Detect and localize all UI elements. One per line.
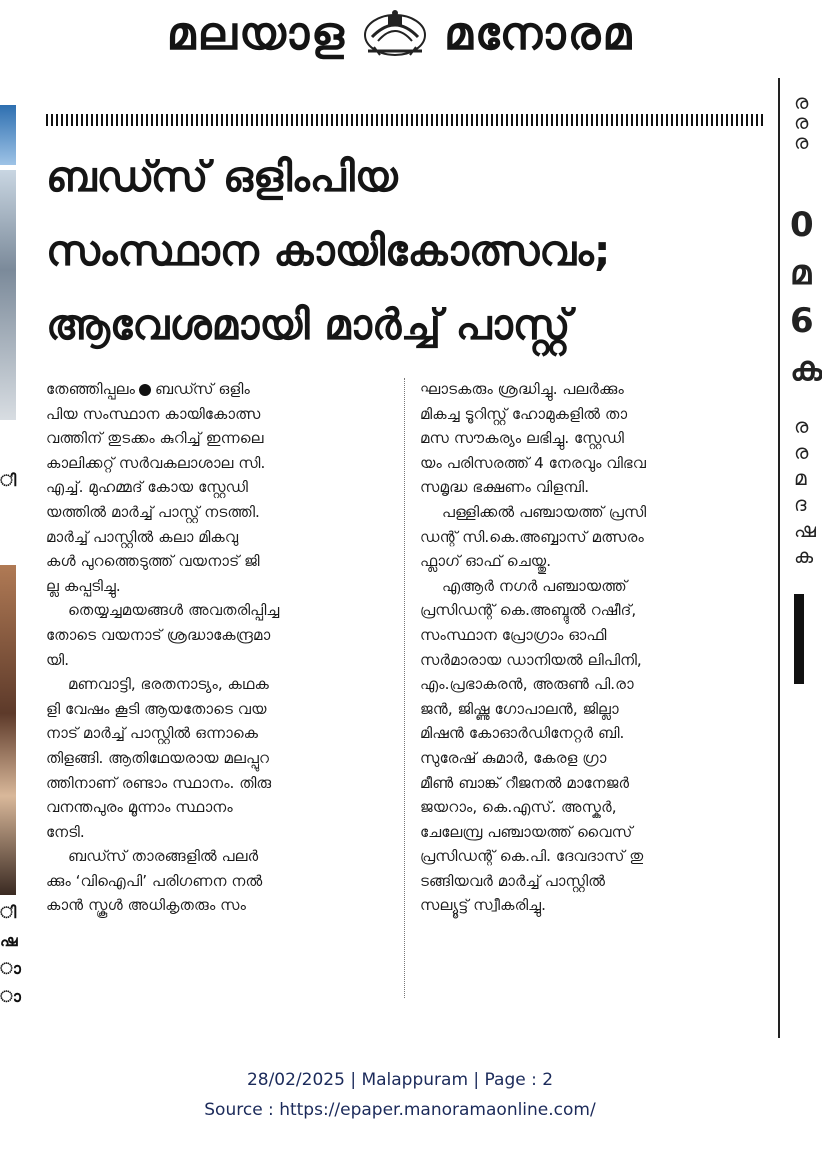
article-line: കാലിക്കറ്റ് സർവകലാശാല സി. <box>46 453 266 472</box>
neighbor-photo-bottom <box>0 565 16 895</box>
neighbor-headline-fragment: ക <box>790 349 822 389</box>
article-line: നാട് മാർച്ച് പാസ്റ്റിൽ ഒന്നാകെ <box>46 724 259 743</box>
article-line: ചേലേമ്പ്ര പഞ്ചായത്ത് വൈസ് <box>420 822 633 841</box>
article-column-left <box>46 377 376 918</box>
neighbor-text-fragment: ര <box>794 440 809 464</box>
article-paragraph <box>46 672 376 844</box>
article-line: പള്ളിക്കൽ പഞ്ചായത്ത് പ്രസി <box>442 502 647 521</box>
article-line: യി. <box>46 650 70 669</box>
article-line: പ്രസിഡന്റ് കെ.അബ്ദുൽ റഷീദ്, <box>420 601 637 620</box>
footer-source-link[interactable]: Source : https://epaper.manoramaonline.com/ <box>204 1100 596 1120</box>
article-line: മികച്ച ടൂറിസ്റ്റ് ഹോമുകളിൽ താ <box>420 404 628 423</box>
neighbor-headline-fragment: 6 <box>790 301 814 341</box>
article-line: സർമാരായ ഡാനിയൽ ലിപിനി, <box>420 650 642 669</box>
neighbor-headline-fragment: 0 <box>790 205 814 245</box>
crest-icon <box>360 7 430 59</box>
neighbor-photo-dark <box>794 594 804 684</box>
neighbor-text-fragment: മ <box>794 466 807 490</box>
article-line: മണവാട്ടി, ഭരതനാട്യം, കഥക <box>68 675 270 694</box>
article-line: ജൻ, ജിഷ്ണു ഗോപാലൻ, ജില്ലാ <box>420 699 619 718</box>
article-line: ഫ്ലാഗ് ഓഫ് ചെയ്തു. <box>420 552 552 571</box>
neighbor-text-fragment: ഷ <box>794 518 816 542</box>
neighbor-text-fragment: ര <box>794 130 809 154</box>
neighbor-text-fragment: ര <box>794 414 809 438</box>
article-paragraph <box>420 574 750 918</box>
article-line: തിളങ്ങി. ആതിഥേയരായ മലപ്പുറ <box>46 748 270 767</box>
article-line: എആർ നഗർ പഞ്ചായത്ത് <box>442 576 627 595</box>
article-column-right <box>420 377 750 918</box>
article-line: വനന്തപുരം മൂന്നാം സ്ഥാനം <box>46 798 233 817</box>
article-line: ക്കും ‘വിഐപി’ പരിഗണന നൽ <box>46 871 263 890</box>
article-line: സല്യൂട്ട് സ്വീകരിച്ചു. <box>420 896 546 915</box>
neighbor-headline-fragment: മ <box>790 253 812 293</box>
neighbor-text-fragment: ഷ <box>0 931 18 950</box>
article-line: ജയറാം, കെ.എസ്. അസ്കർ, <box>420 798 617 817</box>
article-line: യം പരിസരത്ത് 4 നേരവും വിഭവ <box>420 453 647 472</box>
article-paragraph <box>46 377 376 598</box>
article-line: കാൻ സ്കൂൾ അധികൃതരും സം <box>46 896 246 915</box>
neighbor-text-fragment: ക <box>794 544 814 568</box>
neighbor-text-fragment: ാ <box>0 987 21 1006</box>
article-line: ളി വേഷം കൂടി ആയതോടെ വയ <box>46 699 267 718</box>
article-line: മാർച്ച് പാസ്റ്റിൽ കലാ മികവു <box>46 527 239 546</box>
article-line: ല്ല കപ്പടിച്ചു. <box>46 576 121 595</box>
article-line: നേടി. <box>46 822 85 841</box>
article-headline <box>46 140 766 362</box>
headline-line: ബഡ്സ് ഒളിംപിയ <box>46 152 398 201</box>
neighbor-text-fragment: ി <box>0 903 17 922</box>
article-line: ഡന്റ് സി.കെ.അബ്ബാസ് മത്സരം <box>420 527 644 546</box>
headline-line: ആവേശമായി മാർച്ച് പാസ്റ്റ് <box>46 300 571 349</box>
column-divider <box>404 378 405 998</box>
article-line: മിഷൻ കോഓർഡിനേറ്റർ ബി. <box>420 724 625 743</box>
article-paragraph <box>46 844 376 918</box>
article-line: മസ സൗകര്യം ലഭിച്ചു. സ്റ്റേഡി <box>420 429 624 448</box>
article-line: എം.പ്രഭാകരൻ, അരുൺ പി.രാ <box>420 675 634 694</box>
article-paragraph <box>420 377 750 500</box>
article-line: ഘാടകരും ശ്രദ്ധിച്ചു. പലർക്കും <box>420 380 624 398</box>
article-line: സമൃദ്ധ ഭക്ഷണം വിളമ്പി. <box>420 478 590 497</box>
right-neighbor-strip <box>778 78 822 1038</box>
masthead-title-right: മനോരമ <box>444 6 634 60</box>
masthead-title-left: മലയാള <box>166 6 347 60</box>
footer-date-edition: 28/02/2025 | Malappuram | Page : 2 <box>246 1070 554 1090</box>
article-line: കൾ പുറത്തെടുത്ത് വയനാട് ജി <box>46 552 260 571</box>
article-line: വത്തിന് തുടക്കം കുറിച്ച് ഇന്നലെ <box>46 429 264 448</box>
bullet-icon <box>139 384 151 396</box>
headline-line: സംസ്ഥാന കായികോത്സവം; <box>46 226 611 275</box>
article-paragraph <box>46 598 376 672</box>
section-rule <box>46 114 764 126</box>
article-paragraph <box>420 500 750 574</box>
article-line: സംസ്ഥാന പ്രോഗ്രാം ഓഫി <box>420 625 607 644</box>
neighbor-text-fragment: ര <box>794 110 809 134</box>
article-line: പ്രസിഡന്റ് കെ.പി. ദേവദാസ് തു <box>420 847 644 866</box>
neighbor-text-fragment: ദ <box>794 492 807 516</box>
neighbor-photo-middle <box>0 170 16 420</box>
article-line: ത്തിനാണ് രണ്ടാം സ്ഥാനം. തിരു <box>46 773 272 792</box>
neighbor-photo-top <box>0 105 16 165</box>
neighbor-text-fragment: ി <box>0 471 17 490</box>
neighbor-text-fragment: ാ <box>0 959 21 978</box>
article-line: ബഡ്സ് താരങ്ങളിൽ പലർ <box>68 847 259 866</box>
left-neighbor-strip <box>0 95 21 1006</box>
article-line: മീൺ ബാങ്ക് റീജനൽ മാനേജർ <box>420 773 630 792</box>
dateline: തേഞ്ഞിപ്പലം <box>46 380 135 398</box>
article-line: യത്തിൽ മാർച്ച് പാസ്റ്റ് നടത്തി. <box>46 502 260 521</box>
article-line: തേഞ്ഞിപ്പലം ബഡ്സ് ഒളിം <box>46 380 250 398</box>
article-line: തോടെ വയനാട് ശ്രദ്ധാകേന്ദ്രമാ <box>46 625 271 644</box>
article-line: തെയ്യച്ചമയങ്ങൾ അവതരിപ്പിച്ച <box>68 601 280 620</box>
article-line: സുരേഷ് കുമാർ, കേരള ഗ്രാ <box>420 748 607 767</box>
neighbor-text-fragment: ര <box>794 90 809 114</box>
article-line: പിയ സംസ്ഥാന കായികോത്സ <box>46 404 261 423</box>
masthead <box>80 0 720 66</box>
article-line: എച്ച്. മുഹമ്മദ് കോയ സ്റ്റേഡി <box>46 478 248 497</box>
article-line: ടങ്ങിയവർ മാർച്ച് പാസ്റ്റിൽ <box>420 871 606 890</box>
